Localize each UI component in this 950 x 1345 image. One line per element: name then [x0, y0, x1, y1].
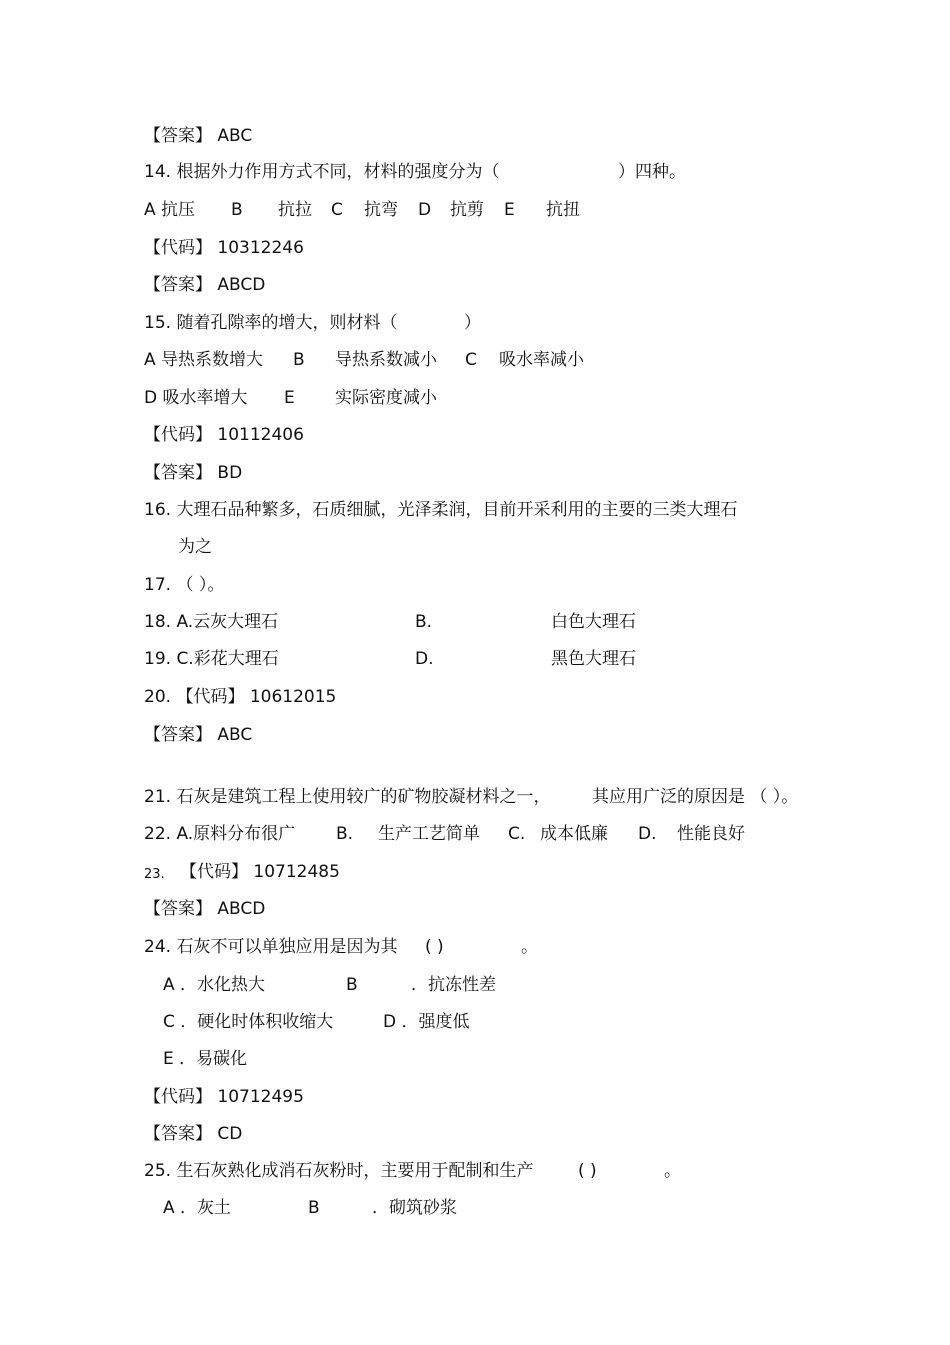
option-b: B: [231, 200, 243, 220]
option-b: B: [293, 350, 305, 370]
option-d: D 吸水率增大: [144, 388, 248, 408]
question-19-b-text: 黑色大理石: [551, 649, 636, 669]
question-16: 16. 大理石品种繁多，石质细腻，光泽柔润，目前开采利用的主要的三类大理石: [144, 500, 738, 520]
option-b: B: [308, 1198, 320, 1218]
question-14: 14. 根据外力作用方式不同，材料的强度分为（: [144, 162, 500, 182]
question-24-paren: ( ): [425, 937, 444, 957]
option-b: B: [346, 975, 358, 995]
option-d-text: 性能良好: [677, 824, 745, 844]
option-e: E ．易碳化: [163, 1049, 248, 1069]
option-b-text: ．砌筑砂浆: [372, 1198, 457, 1218]
option-c: C: [465, 350, 477, 370]
option-d: D: [418, 200, 432, 220]
code-14: 【代码】 10312246: [144, 238, 304, 258]
answer-13: 【答案】 ABC: [144, 126, 253, 146]
question-24-dot: 。: [521, 937, 538, 957]
code-24: 【代码】 10712495: [144, 1087, 304, 1107]
question-21: 21. 石灰是建筑工程上使用较广的矿物胶凝材料之一，: [144, 787, 551, 807]
question-15-end: ）: [464, 313, 481, 333]
option-a: A 导热系数增大: [144, 350, 264, 370]
answer-24: 【答案】 CD: [144, 1124, 243, 1144]
answer-23: 【答案】 ABCD: [144, 899, 266, 919]
question-23-number: 23.: [144, 867, 165, 882]
answer-15: 【答案】 BD: [144, 463, 243, 483]
option-b: B.: [336, 824, 354, 844]
question-18-b: B.: [415, 612, 433, 632]
question-17: 17. （ ）。: [144, 575, 225, 595]
question-14-end: ）四种。: [618, 162, 686, 182]
option-b-text: 抗拉: [278, 200, 312, 220]
question-16-continued: 为之: [178, 537, 212, 557]
option-b-text: 生产工艺简单: [378, 824, 480, 844]
code-15: 【代码】 10112406: [144, 425, 304, 445]
option-d: D ．强度低: [383, 1012, 470, 1032]
option-e: E: [284, 388, 295, 408]
question-25-dot: 。: [664, 1161, 681, 1181]
option-c: C.: [508, 824, 526, 844]
option-c-text: 吸水率减小: [499, 350, 584, 370]
question-18-a: 18. A.云灰大理石: [144, 612, 279, 632]
question-23-code: 【代码】 10712485: [180, 862, 340, 882]
question-20: 20. 【代码】 10612015: [144, 687, 337, 707]
answer-20: 【答案】 ABC: [144, 725, 253, 745]
option-e-text: 实际密度减小: [335, 388, 437, 408]
question-18-b-text: 白色大理石: [551, 612, 636, 632]
option-c: C ．硬化时体积收缩大: [163, 1012, 334, 1032]
question-21-end: 其应用广泛的原因是 （ ）。: [592, 787, 799, 807]
option-c: C: [331, 200, 343, 220]
question-15: 15. 随着孔隙率的增大，则材料（: [144, 313, 398, 333]
question-24: 24. 石灰不可以单独应用是因为其: [144, 937, 398, 957]
option-e-text: 抗扭: [546, 200, 580, 220]
option-c-text: 成本低廉: [540, 824, 608, 844]
answer-14: 【答案】 ABCD: [144, 275, 266, 295]
option-a: A ．水化热大: [163, 975, 266, 995]
question-25: 25. 生石灰熟化成消石灰粉时，主要用于配制和生产: [144, 1161, 534, 1181]
option-d: D.: [638, 824, 657, 844]
option-a: A ．灰土: [163, 1198, 232, 1218]
option-e: E: [504, 200, 515, 220]
question-19-b: D.: [415, 649, 434, 669]
option-b-text: ．抗冻性差: [411, 975, 496, 995]
question-25-paren: ( ): [578, 1161, 597, 1181]
question-19-a: 19. C.彩花大理石: [144, 649, 279, 669]
option-c-text: 抗弯: [364, 200, 398, 220]
option-a: 22. A.原料分布很广: [144, 824, 296, 844]
option-d-text: 抗剪: [450, 200, 484, 220]
option-b-text: 导热系数减小: [335, 350, 437, 370]
option-a: A 抗压: [144, 200, 196, 220]
